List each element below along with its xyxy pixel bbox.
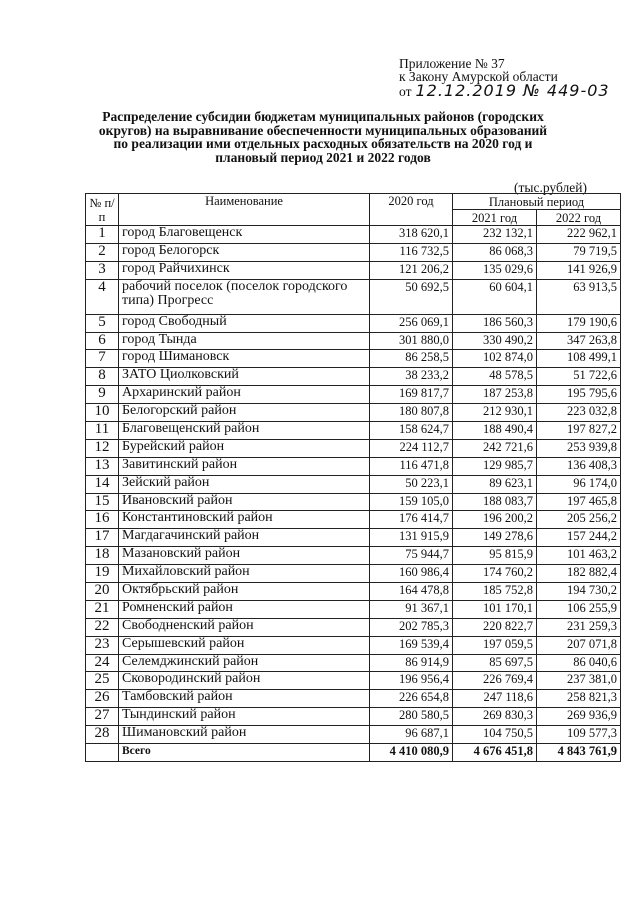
row-value-2021: 188 083,7 [453, 493, 537, 511]
row-value-2022: 141 926,9 [537, 261, 621, 279]
row-value-2020: 158 624,7 [370, 422, 453, 440]
row-name: Шимановский район [119, 726, 370, 744]
table-row [86, 618, 621, 636]
row-number: 20 [86, 583, 119, 601]
row-value-2020: 280 580,5 [370, 708, 453, 726]
row-value-2021: 85 697,5 [453, 654, 537, 672]
handwritten-date-number: 12.12.2019 № 449-03 [415, 81, 610, 100]
row-value-2020: 159 105,0 [370, 493, 453, 511]
row-name: Сковородинский район [119, 672, 370, 690]
row-value-2021: 188 490,4 [453, 422, 537, 440]
row-number: 25 [86, 672, 119, 690]
row-value-2022: 179 190,6 [537, 314, 621, 332]
total-label: Всего [119, 744, 370, 762]
row-value-2022: 197 827,2 [537, 422, 621, 440]
row-value-2021: 135 029,6 [453, 261, 537, 279]
row-value-2022: 222 962,1 [537, 226, 621, 244]
header-2022: 2022 год [537, 210, 621, 226]
table-row [86, 511, 621, 529]
row-number: 14 [86, 475, 119, 493]
table-row [86, 368, 621, 386]
row-number: 11 [86, 422, 119, 440]
row-number: 15 [86, 493, 119, 511]
header-2020: 2020 год [370, 194, 453, 226]
row-value-2022: 194 730,2 [537, 583, 621, 601]
row-value-2022: 205 256,2 [537, 511, 621, 529]
row-number: 6 [86, 332, 119, 350]
table-row [86, 672, 621, 690]
row-value-2020: 318 620,1 [370, 226, 453, 244]
table-row [86, 439, 621, 457]
row-value-2020: 50 223,1 [370, 475, 453, 493]
table-row [86, 654, 621, 672]
table-row [86, 350, 621, 368]
header-2021: 2021 год [453, 210, 537, 226]
appendix-number: Приложение № 37 [399, 56, 505, 71]
total-2020: 4 410 080,9 [370, 744, 453, 762]
row-value-2020: 121 206,2 [370, 261, 453, 279]
table-row [86, 600, 621, 618]
row-value-2020: 96 687,1 [370, 726, 453, 744]
row-value-2021: 242 721,6 [453, 439, 537, 457]
table-row [86, 457, 621, 475]
table-row [86, 404, 621, 422]
row-value-2020: 169 539,4 [370, 636, 453, 654]
row-name: город Белогорск [119, 243, 370, 261]
row-number: 16 [86, 511, 119, 529]
row-name: город Тында [119, 332, 370, 350]
row-value-2022: 109 577,3 [537, 726, 621, 744]
table-row [86, 226, 621, 244]
row-value-2021: 101 170,1 [453, 600, 537, 618]
row-name: Зейский район [119, 475, 370, 493]
unit-label: (тыс.рублей) [514, 180, 587, 195]
row-number: 21 [86, 600, 119, 618]
row-value-2020: 86 914,9 [370, 654, 453, 672]
row-name: город Свободный [119, 314, 370, 332]
row-name: рабочий поселок (поселок городского типа) Прогресс [119, 279, 370, 314]
row-number: 4 [86, 279, 119, 314]
row-value-2021: 232 132,1 [453, 226, 537, 244]
row-value-2021: 197 059,5 [453, 636, 537, 654]
row-number: 27 [86, 708, 119, 726]
row-value-2020: 224 112,7 [370, 439, 453, 457]
row-name: Константиновский район [119, 511, 370, 529]
row-name: Архаринский район [119, 386, 370, 404]
row-value-2021: 196 200,2 [453, 511, 537, 529]
row-number: 7 [86, 350, 119, 368]
row-value-2021: 226 769,4 [453, 672, 537, 690]
row-number: 3 [86, 261, 119, 279]
row-number: 24 [86, 654, 119, 672]
header-planned-period: Плановый период [453, 194, 621, 210]
row-value-2020: 202 785,3 [370, 618, 453, 636]
row-value-2022: 223 032,8 [537, 404, 621, 422]
table-row [86, 261, 621, 279]
row-value-2020: 176 414,7 [370, 511, 453, 529]
row-number: 13 [86, 457, 119, 475]
row-name: Серышевский район [119, 636, 370, 654]
table-row [86, 386, 621, 404]
row-value-2022: 258 821,3 [537, 690, 621, 708]
row-value-2020: 164 478,8 [370, 583, 453, 601]
row-value-2021: 60 604,1 [453, 279, 537, 314]
row-number: 1 [86, 226, 119, 244]
row-name: Мазановский район [119, 547, 370, 565]
row-value-2022: 51 722,6 [537, 368, 621, 386]
row-value-2020: 116 471,8 [370, 457, 453, 475]
row-number: 8 [86, 368, 119, 386]
row-value-2022: 136 408,3 [537, 457, 621, 475]
row-value-2020: 226 654,8 [370, 690, 453, 708]
row-value-2021: 89 623,1 [453, 475, 537, 493]
header-num: № п/п [86, 194, 119, 226]
row-number: 9 [86, 386, 119, 404]
row-name: Октябрьский район [119, 583, 370, 601]
row-number: 26 [86, 690, 119, 708]
row-value-2021: 269 830,3 [453, 708, 537, 726]
row-value-2022: 195 795,6 [537, 386, 621, 404]
total-2022: 4 843 761,9 [537, 744, 621, 762]
row-number: 17 [86, 529, 119, 547]
row-number: 5 [86, 314, 119, 332]
row-name: город Райчихинск [119, 261, 370, 279]
table-row [86, 493, 621, 511]
row-value-2022: 182 882,4 [537, 565, 621, 583]
row-number: 19 [86, 565, 119, 583]
row-value-2022: 106 255,9 [537, 600, 621, 618]
row-number: 23 [86, 636, 119, 654]
row-value-2021: 220 822,7 [453, 618, 537, 636]
header-name: Наименование [119, 194, 370, 226]
total-row [86, 744, 621, 762]
row-name: Тындинский район [119, 708, 370, 726]
table-row [86, 332, 621, 350]
row-value-2020: 256 069,1 [370, 314, 453, 332]
row-value-2021: 48 578,5 [453, 368, 537, 386]
row-name: Магдагачинский район [119, 529, 370, 547]
row-name: Ромненский район [119, 600, 370, 618]
row-value-2020: 91 367,1 [370, 600, 453, 618]
row-value-2020: 86 258,5 [370, 350, 453, 368]
row-value-2022: 86 040,6 [537, 654, 621, 672]
row-value-2020: 50 692,5 [370, 279, 453, 314]
row-value-2020: 169 817,7 [370, 386, 453, 404]
row-name: Ивановский район [119, 493, 370, 511]
row-value-2022: 347 263,8 [537, 332, 621, 350]
row-value-2021: 102 874,0 [453, 350, 537, 368]
row-value-2020: 75 944,7 [370, 547, 453, 565]
table-row [86, 422, 621, 440]
row-value-2022: 101 463,2 [537, 547, 621, 565]
row-value-2021: 129 985,7 [453, 457, 537, 475]
row-value-2022: 63 913,5 [537, 279, 621, 314]
row-value-2020: 160 986,4 [370, 565, 453, 583]
row-value-2021: 212 930,1 [453, 404, 537, 422]
row-value-2022: 96 174,0 [537, 475, 621, 493]
row-value-2020: 116 732,5 [370, 243, 453, 261]
row-value-2022: 108 499,1 [537, 350, 621, 368]
row-name: Благовещенский район [119, 422, 370, 440]
row-value-2021: 95 815,9 [453, 547, 537, 565]
appendix-from-prefix: от [399, 84, 412, 99]
row-name: Белогорский район [119, 404, 370, 422]
row-value-2021: 86 068,3 [453, 243, 537, 261]
row-name: Свободненский район [119, 618, 370, 636]
total-2021: 4 676 451,8 [453, 744, 537, 762]
row-value-2022: 231 259,3 [537, 618, 621, 636]
row-value-2021: 174 760,2 [453, 565, 537, 583]
table-row [86, 565, 621, 583]
row-value-2021: 185 752,8 [453, 583, 537, 601]
subsidy-table [85, 193, 621, 762]
row-value-2020: 131 915,9 [370, 529, 453, 547]
row-value-2021: 187 253,8 [453, 386, 537, 404]
row-name: Тамбовский район [119, 690, 370, 708]
row-name: Бурейский район [119, 439, 370, 457]
row-number: 28 [86, 726, 119, 744]
row-value-2022: 253 939,8 [537, 439, 621, 457]
row-value-2020: 196 956,4 [370, 672, 453, 690]
total-num-cell [86, 744, 119, 762]
row-value-2022: 197 465,8 [537, 493, 621, 511]
table-row [86, 547, 621, 565]
row-value-2020: 38 233,2 [370, 368, 453, 386]
row-name: Завитинский район [119, 457, 370, 475]
table-row [86, 636, 621, 654]
table-row [86, 475, 621, 493]
table-row [86, 314, 621, 332]
row-value-2020: 180 807,8 [370, 404, 453, 422]
table-row [86, 690, 621, 708]
row-name: Селемджинский район [119, 654, 370, 672]
row-number: 10 [86, 404, 119, 422]
row-value-2021: 149 278,6 [453, 529, 537, 547]
row-number: 22 [86, 618, 119, 636]
row-value-2020: 301 880,0 [370, 332, 453, 350]
row-name: Михайловский район [119, 565, 370, 583]
table-row [86, 243, 621, 261]
row-number: 2 [86, 243, 119, 261]
row-value-2021: 104 750,5 [453, 726, 537, 744]
row-value-2021: 186 560,3 [453, 314, 537, 332]
document-title: Распределение субсидии бюджетам муниципальных районов (городских округов) на выравнивание обеспеченности муниципальных образований по реализации ими отдельных расходных обязательств на 2020 год и плановый период 2021 и 2022 годов [98, 109, 548, 165]
row-name: город Благовещенск [119, 226, 370, 244]
row-value-2021: 247 118,6 [453, 690, 537, 708]
row-number: 18 [86, 547, 119, 565]
row-value-2022: 237 381,0 [537, 672, 621, 690]
row-value-2022: 269 936,9 [537, 708, 621, 726]
row-number: 12 [86, 439, 119, 457]
row-value-2022: 157 244,2 [537, 529, 621, 547]
row-value-2022: 207 071,8 [537, 636, 621, 654]
row-value-2022: 79 719,5 [537, 243, 621, 261]
appendix-date-line [399, 81, 610, 100]
row-value-2021: 330 490,2 [453, 332, 537, 350]
row-name: город Шимановск [119, 350, 370, 368]
table-row [86, 708, 621, 726]
table-row [86, 726, 621, 744]
table-row [86, 583, 621, 601]
appendix-law: к Закону Амурской области [399, 69, 558, 84]
row-name: ЗАТО Циолковский [119, 368, 370, 386]
table-row [86, 529, 621, 547]
table-row [86, 279, 621, 314]
